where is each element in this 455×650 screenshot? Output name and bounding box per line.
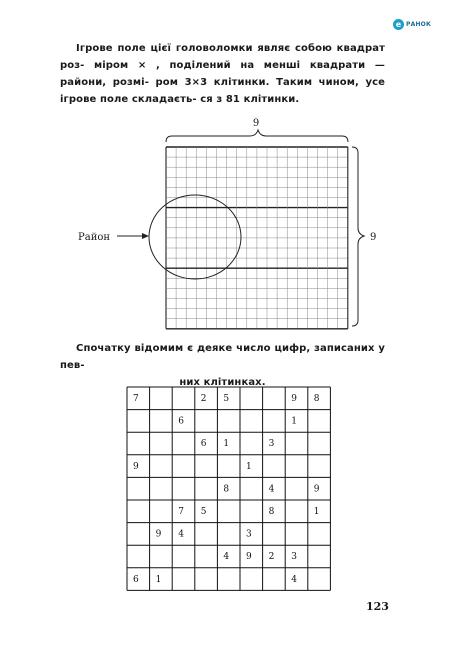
- sudoku-cell-value: 1: [313, 507, 320, 517]
- sudoku-cell-value: 8: [223, 484, 230, 495]
- sudoku-numbers: [133, 394, 320, 585]
- sudoku-cell-value: 3: [246, 529, 252, 540]
- right-brace: [352, 147, 364, 326]
- page-number: 123: [366, 600, 389, 613]
- intro-line-2: міром × , поділений на менші квадрати — райони, розмі-: [60, 60, 385, 88]
- sudoku-cell-value: 7: [133, 394, 139, 404]
- sudoku-cell-value: 9: [133, 461, 139, 472]
- sudoku-cell-value: 6: [133, 574, 139, 585]
- second-line-1: Спочатку відомим є деяке число цифр, записаних у пев-: [60, 343, 385, 371]
- sudoku-cell-value: 3: [268, 439, 275, 450]
- top-brace: [166, 130, 348, 142]
- intro-line-4: ся з 81 клітинки.: [200, 94, 300, 105]
- top-size-label: 9: [252, 118, 260, 129]
- sudoku-cell-value: 8: [313, 394, 320, 404]
- sudoku-cell-value: 2: [200, 394, 207, 404]
- sudoku-cell-value: 8: [268, 507, 275, 517]
- arrow-head-icon: [142, 233, 149, 239]
- sudoku-cell-value: 3: [291, 552, 297, 563]
- sudoku-cell-value: 5: [223, 394, 230, 404]
- sudoku-cell-value: 2: [268, 552, 275, 563]
- logo-mark-icon: e: [393, 19, 404, 30]
- sudoku-cell-value: 9: [313, 484, 320, 495]
- region-label: Район: [78, 232, 111, 243]
- sudoku-cell-value: 1: [291, 416, 297, 427]
- sudoku-cell-value: 7: [178, 507, 184, 517]
- sudoku-cell-value: 6: [200, 439, 207, 450]
- sudoku-cell-value: 4: [178, 529, 184, 540]
- sudoku-cell-value: 4: [268, 484, 275, 495]
- second-line-2: них клітинках.: [179, 377, 266, 388]
- right-size-label: 9: [370, 232, 377, 243]
- sudoku-cell-value: 1: [155, 574, 162, 585]
- sudoku-cell-value: 9: [155, 529, 162, 540]
- sudoku-cell-value: 9: [246, 552, 252, 563]
- sudoku-cell-value: 6: [178, 416, 184, 427]
- sudoku-cell-value: 1: [246, 461, 252, 472]
- intro-line-1: Ігрове поле цієї головоломки являє собою квадрат роз-: [60, 43, 385, 71]
- diagram-grid-lines: [166, 147, 348, 329]
- sudoku-cell-value: 5: [200, 507, 207, 517]
- intro-line-3: ром 3×3 клітинки. Таким чином, усе ігрове поле складаєть-: [60, 77, 385, 105]
- sudoku-cell-value: 9: [291, 394, 297, 404]
- sudoku-cell-value: 4: [223, 552, 230, 563]
- sudoku-cell-value: 1: [223, 439, 230, 450]
- sudoku-cell-value: 4: [291, 574, 297, 585]
- logo-text: РАНОК: [406, 20, 432, 28]
- second-paragraph: [60, 340, 385, 391]
